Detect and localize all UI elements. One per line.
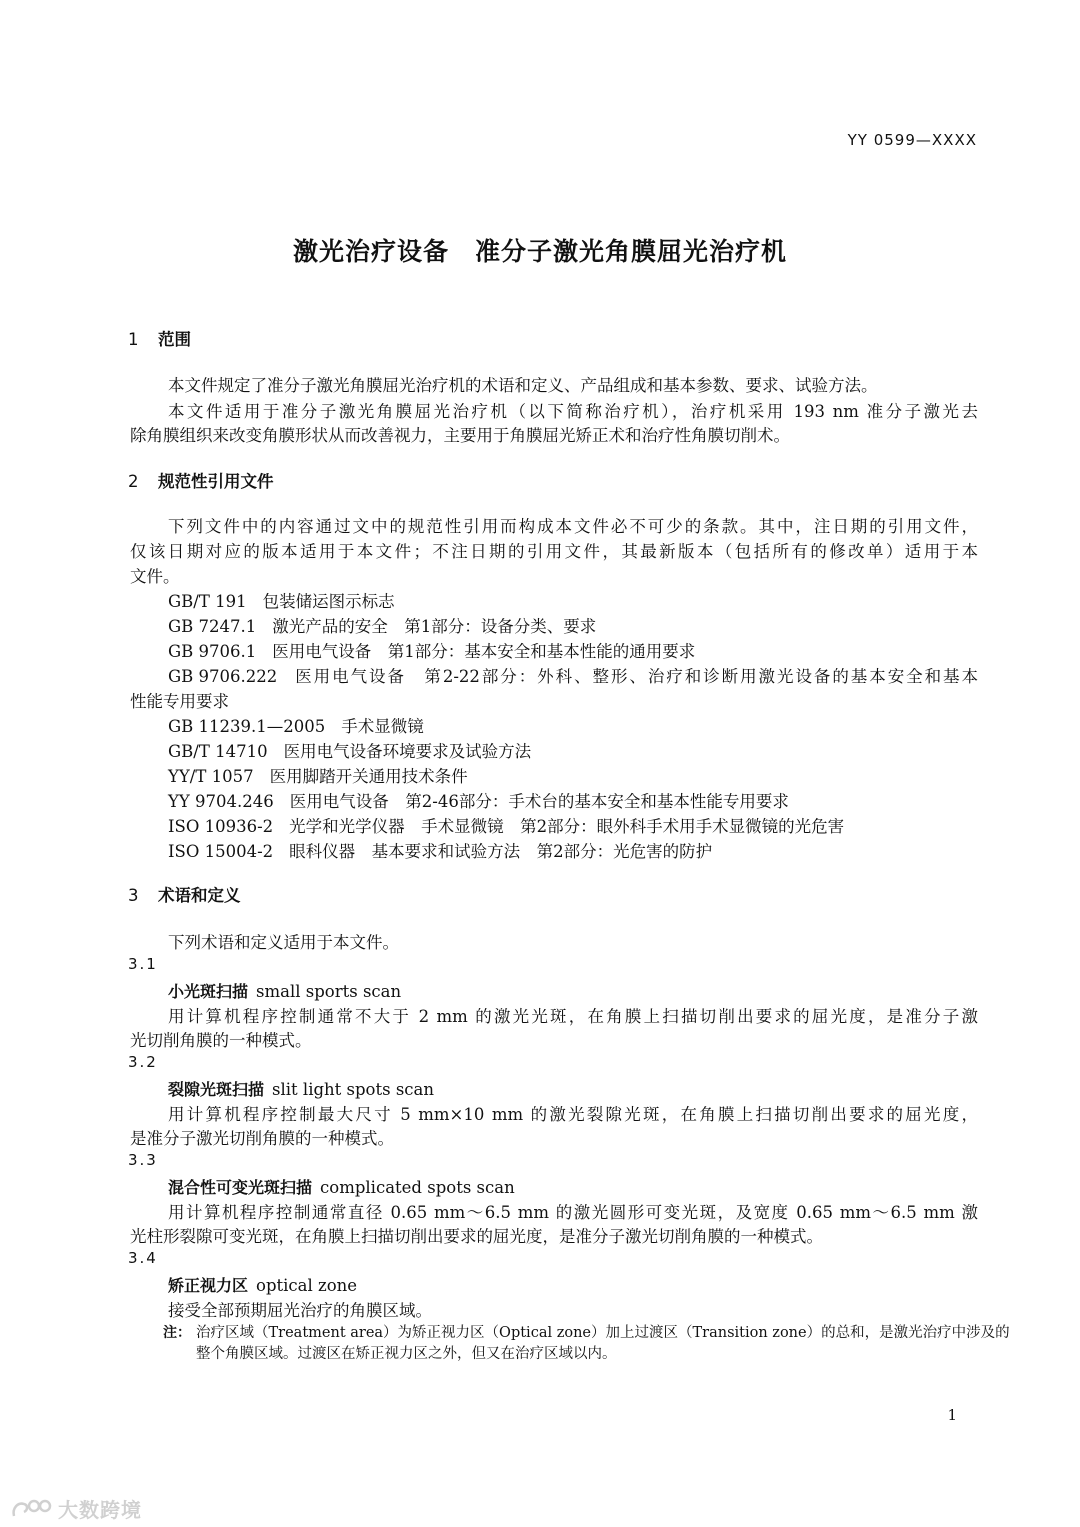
reference-item: ISO 15004-2 眼科仪器 基本要求和试验方法 第2部分：光危害的防护 <box>168 842 713 861</box>
section-3-intro: 下列术语和定义适用于本文件。 <box>168 933 399 952</box>
term-heading: 矫正视力区 optical zone <box>168 1276 358 1295</box>
section-2-heading: 2 规范性引用文件 <box>128 472 274 491</box>
reference-item: GB 7247.1 激光产品的安全 第1部分：设备分类、要求 <box>168 617 597 636</box>
watermark-text: 大数跨境 <box>58 1498 142 1522</box>
reference-item: GB 11239.1—2005 手术显微镜 <box>168 717 424 736</box>
reference-item: ISO 10936-2 光学和光学仪器 手术显微镜 第2部分：眼外科手术用手术显微镜的光危害 <box>168 817 845 836</box>
reference-item: GB/T 191 包装储运图示标志 <box>168 592 395 611</box>
term-definition-line-1: 用计算机程序控制通常不大于 2 mm 的激光光斑，在角膜上扫描切削出要求的屈光度，是准分子激 <box>168 1007 978 1026</box>
term-number: 3.3 <box>128 1151 158 1169</box>
term-definition-line-2: 是准分子激光切削角膜的一种模式。 <box>130 1129 394 1148</box>
section-1-paragraph-2-line-1: 本文件适用于准分子激光角膜屈光治疗机（以下简称治疗机），治疗机采用 193 nm 准分子激光去 <box>168 402 978 421</box>
term-heading: 裂隙光斑扫描 slit light spots scan <box>168 1080 435 1099</box>
page-number: 1 <box>947 1406 957 1424</box>
term-definition-line-2: 光柱形裂隙可变光斑，在角膜上扫描切削出要求的屈光度，是准分子激光切削角膜的一种模式。 <box>130 1227 823 1246</box>
note-line-1: 治疗区域（Treatment area）为矫正视力区（Optical zone）加上过渡区（Transition zone）的总和，是激光治疗中涉及的 <box>196 1325 1010 1341</box>
term-number: 3.4 <box>128 1249 158 1267</box>
term-number: 3.2 <box>128 1053 158 1071</box>
section-1-paragraph-1: 本文件规定了准分子激光角膜屈光治疗机的术语和定义、产品组成和基本参数、要求、试验方法。 <box>168 376 878 395</box>
watermark-logo-icon <box>10 1496 54 1522</box>
reference-item-continuation: 性能专用要求 <box>130 692 229 711</box>
document-code: YY 0599—XXXX <box>847 131 977 149</box>
term-heading: 小光斑扫描 small sports scan <box>168 982 402 1001</box>
section-1-paragraph-2-line-2: 除角膜组织来改变角膜形状从而改善视力，主要用于角膜屈光矫正术和治疗性角膜切削术。 <box>130 426 790 445</box>
document-title: 激光治疗设备 准分子激光角膜屈光治疗机 <box>292 237 787 266</box>
note-label: 注： <box>163 1325 191 1341</box>
term-number: 3.1 <box>128 955 158 973</box>
reference-item: GB 9706.1 医用电气设备 第1部分：基本安全和基本性能的通用要求 <box>168 642 696 661</box>
watermark <box>10 1494 142 1523</box>
section-2-intro-line-1: 下列文件中的内容通过文中的规范性引用而构成本文件必不可少的条款。其中，注日期的引用文件， <box>168 517 978 536</box>
term-definition-line-1: 接受全部预期屈光治疗的角膜区域。 <box>168 1301 432 1320</box>
reference-item: YY/T 1057 医用脚踏开关通用技术条件 <box>168 767 468 786</box>
note-line-2: 整个角膜区域。过渡区在矫正视力区之外，但又在治疗区域以内。 <box>196 1346 617 1362</box>
term-definition-line-1: 用计算机程序控制最大尺寸 5 mm×10 mm 的激光裂隙光斑，在角膜上扫描切削出要求的屈光度， <box>168 1105 978 1124</box>
term-definition-line-2: 光切削角膜的一种模式。 <box>130 1031 312 1050</box>
term-heading: 混合性可变光斑扫描 complicated spots scan <box>168 1178 515 1197</box>
section-2-intro-line-2: 仅该日期对应的版本适用于本文件；不注日期的引用文件，其最新版本（包括所有的修改单）适用于本 <box>130 542 978 561</box>
reference-item: GB/T 14710 医用电气设备环境要求及试验方法 <box>168 742 532 761</box>
reference-item: YY 9704.246 医用电气设备 第2-46部分：手术台的基本安全和基本性能专用要求 <box>168 792 789 811</box>
reference-item: GB 9706.222 医用电气设备 第2-22部分：外科、整形、治疗和诊断用激光设备的基本安全和基本 <box>168 667 978 686</box>
section-1-heading: 1 范围 <box>128 330 191 349</box>
term-definition-line-1: 用计算机程序控制通常直径 0.65 mm～6.5 mm 的激光圆形可变光斑，及宽度 0.65 mm～6.5 mm 激 <box>168 1203 978 1222</box>
section-3-heading: 3 术语和定义 <box>128 886 241 905</box>
section-2-intro-line-3: 文件。 <box>130 567 180 586</box>
